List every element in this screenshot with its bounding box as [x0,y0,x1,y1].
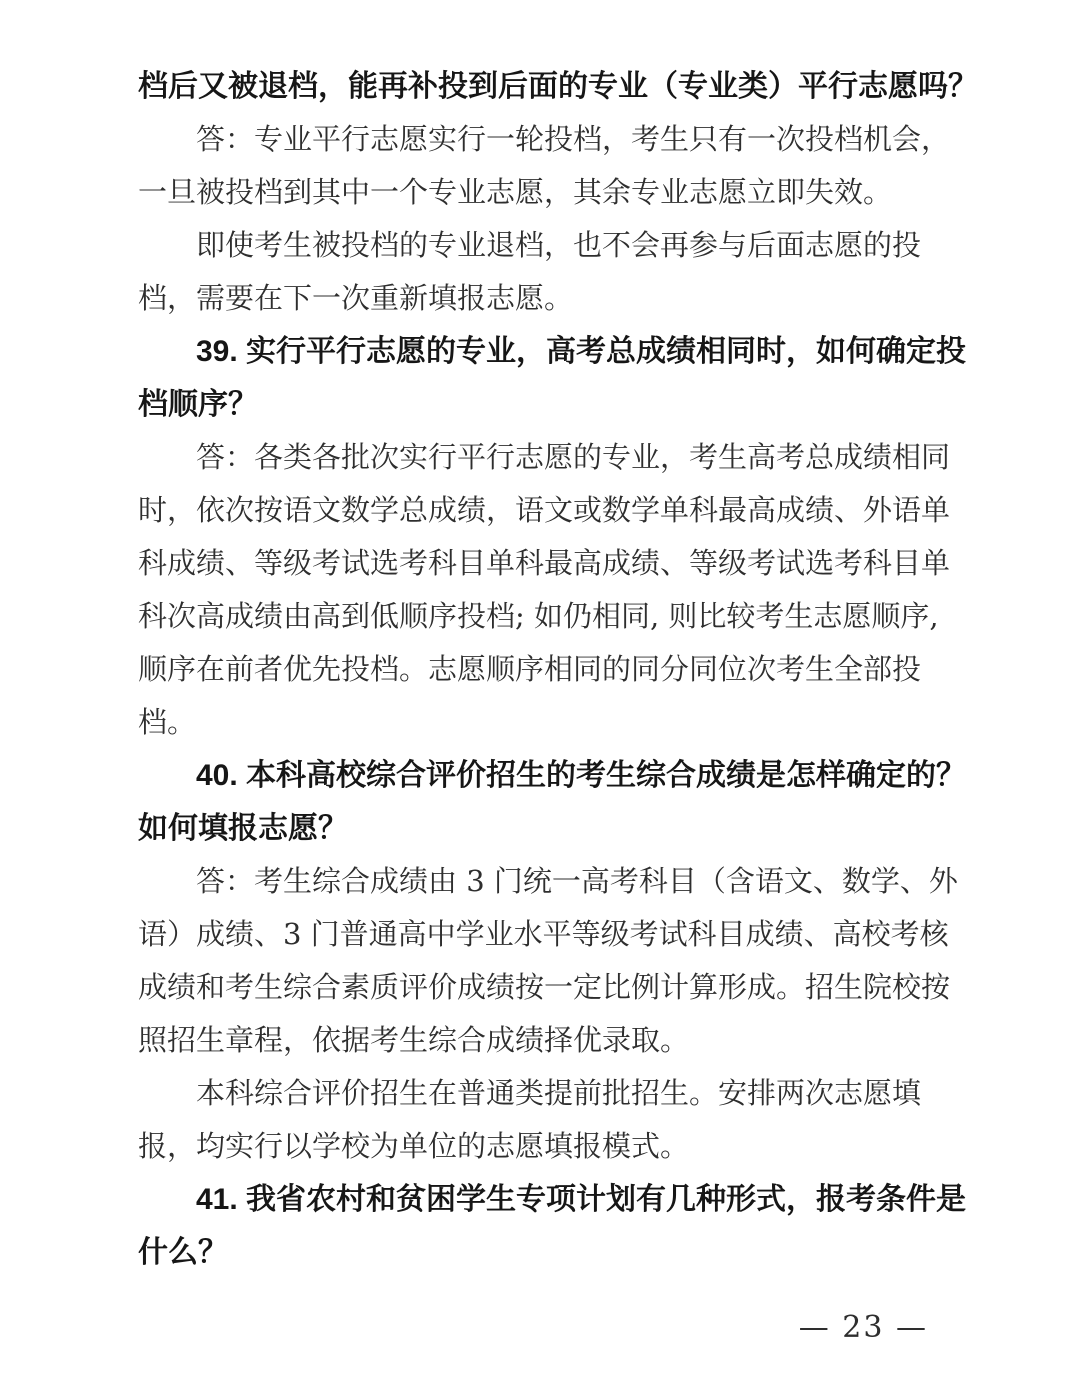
paragraph-line: 报，均实行以学校为单位的志愿填报模式。 [138,1129,690,1163]
paragraph-line: 即使考生被投档的专业退档，也不会再参与后面志愿的投 [196,228,922,262]
paragraph-line: 档。 [138,705,197,739]
heading-line: 什么？ [138,1236,228,1269]
paragraph-line: 时，依次按语文数学总成绩，语文或数学单科最高成绩、外语单 [138,493,951,527]
paragraph-line: 答：考生综合成绩由 3 门统一高考科目（含语文、数学、外 [196,864,958,898]
heading-line: 档顺序？ [138,388,258,421]
paragraph-line: 成绩和考生综合素质评价成绩按一定比例计算形成。招生院校按 [138,970,951,1004]
paragraph-line: 答：各类各批次实行平行志愿的专业，考生高考总成绩相同 [196,440,951,474]
paragraph-line: 科成绩、等级考试选考科目单科最高成绩、等级考试选考科目单 [138,546,951,580]
paragraph-line: 照招生章程，依据考生综合成绩择优录取。 [138,1023,690,1057]
page-number: — 23 — [798,1310,928,1345]
paragraph-line: 档，需要在下一次重新填报志愿。 [138,281,574,315]
paragraph-line: 语）成绩、3 门普通高中学业水平等级考试科目成绩、高校考核 [138,917,949,951]
paragraph-line: 科次高成绩由高到低顺序投档; 如仍相同, 则比较考生志愿顺序, [138,599,939,633]
heading-line: 41. 我省农村和贫困学生专项计划有几种形式，报考条件是 [196,1183,967,1216]
document-body [138,60,978,1279]
heading-line: 如何填报志愿？ [138,812,348,845]
paragraph-line: 答：专业平行志愿实行一轮投档，考生只有一次投档机会， [196,122,951,156]
heading-line: 39. 实行平行志愿的专业，高考总成绩相同时，如何确定投 [196,335,967,368]
paragraph-line: 本科综合评价招生在普通类提前批招生。安排两次志愿填 [196,1076,922,1110]
heading-line: 40. 本科高校综合评价招生的考生综合成绩是怎样确定的？ [196,759,967,792]
paragraph-line: 顺序在前者优先投档。志愿顺序相同的同分同位次考生全部投 [138,652,922,686]
heading-line: 档后又被退档，能再补投到后面的专业（专业类）平行志愿吗？ [138,70,978,103]
paragraph-line: 一旦被投档到其中一个专业志愿，其余专业志愿立即失效。 [138,175,893,209]
